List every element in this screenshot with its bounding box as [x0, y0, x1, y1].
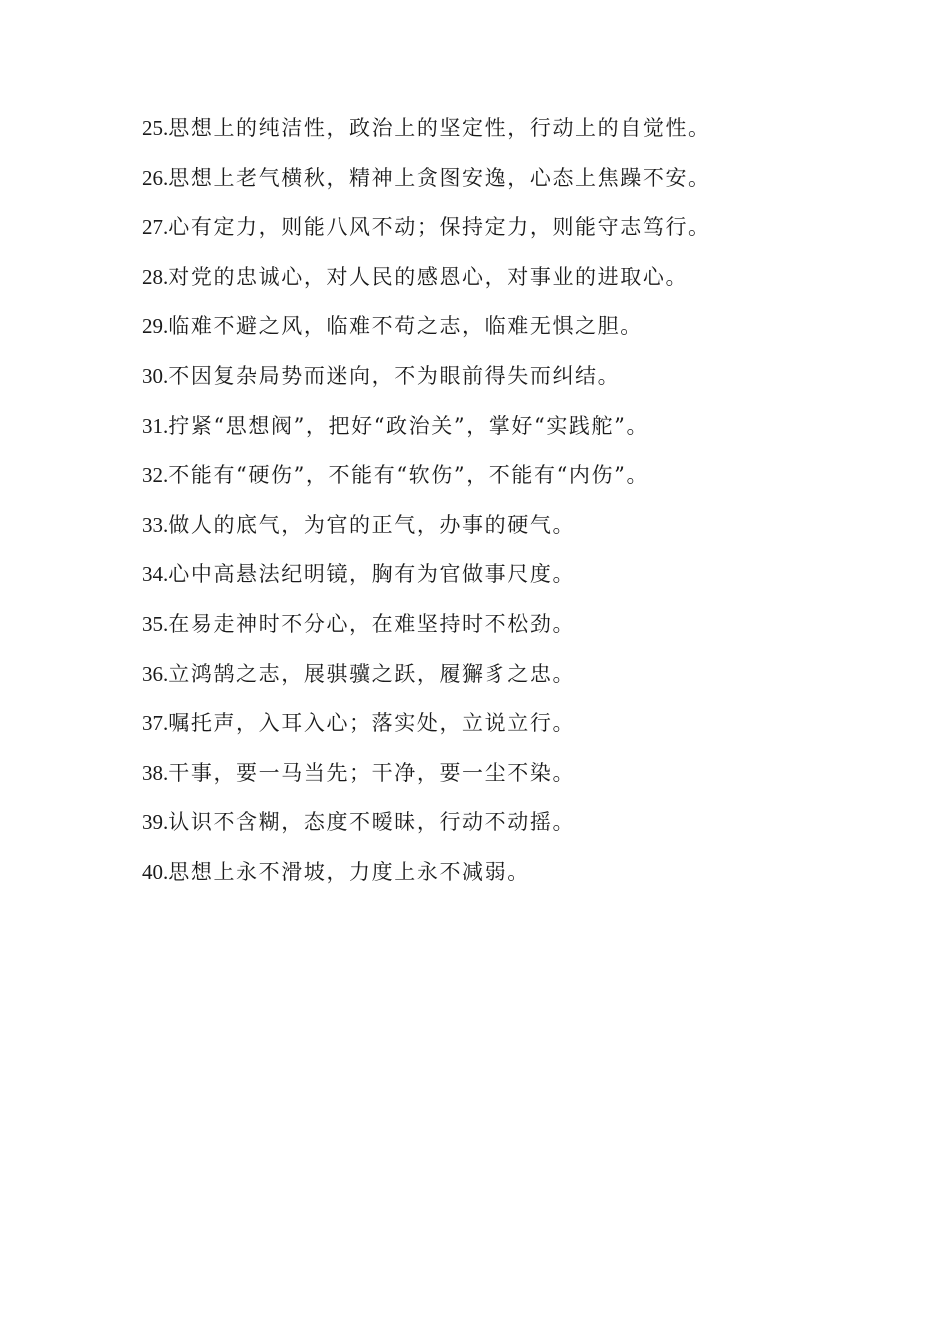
item-number: 31.	[142, 413, 169, 438]
list-item	[142, 402, 711, 452]
list-item	[142, 104, 711, 154]
item-number: 26.	[142, 165, 169, 190]
item-text: 对党的忠诚心，对人民的感恩心，对事业的进取心。	[168, 264, 689, 289]
list-item	[142, 749, 711, 799]
item-number: 30.	[142, 363, 169, 388]
item-number: 27.	[142, 215, 169, 240]
item-number: 28.	[142, 264, 169, 289]
item-text: 干事，要一马当先；干净，要一尘不染。	[168, 760, 576, 785]
item-text: 嘱托声，入耳入心；落实处，立说立行。	[168, 711, 576, 736]
item-number: 37.	[142, 711, 169, 736]
item-number: 32.	[142, 463, 169, 488]
list-item	[142, 550, 711, 600]
item-text: 不因复杂局势而迷向，不为眼前得失而纠结。	[168, 363, 621, 388]
item-number: 36.	[142, 661, 169, 686]
item-text: 心有定力，则能八风不动；保持定力，则能守志笃行。	[168, 215, 711, 240]
item-text: 拧紧“思想阀”，把好“政治关”，掌好“实践舵”。	[168, 413, 650, 438]
item-text: 不能有“硬伤”，不能有“软伤”，不能有“内伤”。	[168, 463, 650, 488]
item-text: 做人的底气，为官的正气，办事的硬气。	[168, 512, 576, 537]
item-text: 在易走神时不分心，在难坚持时不松劲。	[168, 611, 576, 636]
item-number: 33.	[142, 512, 169, 537]
item-number: 29.	[142, 314, 169, 339]
item-text: 思想上永不滑坡，力度上永不减弱。	[168, 859, 530, 884]
item-number: 39.	[142, 810, 169, 835]
item-number: 40.	[142, 859, 169, 884]
item-text: 思想上老气横秋，精神上贪图安逸，心态上焦躁不安。	[168, 165, 711, 190]
phrase-list	[142, 104, 711, 898]
list-item	[142, 451, 711, 501]
list-item	[142, 203, 711, 253]
item-text: 心中高悬法纪明镜，胸有为官做事尺度。	[168, 562, 576, 587]
list-item	[142, 699, 711, 749]
item-text: 临难不避之风，临难不苟之志，临难无惧之胆。	[168, 314, 643, 339]
item-text: 思想上的纯洁性，政治上的坚定性，行动上的自觉性。	[168, 116, 711, 140]
list-item	[142, 848, 711, 898]
item-number: 34.	[142, 562, 169, 587]
item-number: 38.	[142, 760, 169, 785]
list-item	[142, 352, 711, 402]
list-item	[142, 650, 711, 700]
item-text: 立鸿鹄之志，展骐骥之跃，履獬豸之忠。	[168, 661, 576, 686]
list-item	[142, 600, 711, 650]
list-item	[142, 798, 711, 848]
list-item	[142, 253, 711, 303]
list-item	[142, 302, 711, 352]
item-text: 认识不含糊，态度不暧昧，行动不动摇。	[168, 810, 576, 835]
item-number: 25.	[142, 116, 169, 140]
list-item	[142, 501, 711, 551]
item-number: 35.	[142, 611, 169, 636]
list-item	[142, 154, 711, 204]
